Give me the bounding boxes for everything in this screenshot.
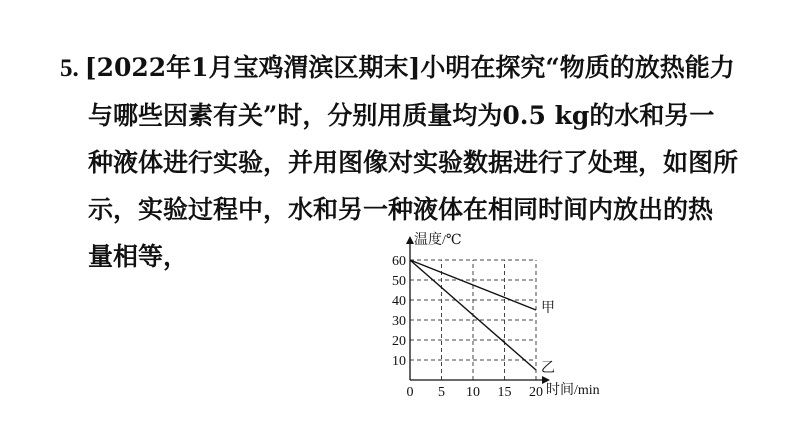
x-tick-label: 10 — [466, 385, 480, 400]
x-axis-label: 时间/min — [546, 383, 600, 398]
temperature-time-chart — [360, 228, 620, 408]
problem-line-2: 与哪些因素有关”时，分别用质量均为0.5 kg的水和另一 — [88, 101, 715, 130]
chart-series — [410, 260, 555, 376]
problem-line-3: 种液体进行实验，并用图像对实验数据进行了处理，如图所 — [88, 148, 739, 177]
chart-grid — [410, 260, 536, 380]
y-tick-label: 10 — [392, 354, 406, 369]
y-tick-label: 60 — [392, 254, 406, 269]
y-axis-label: 温度/℃ — [414, 233, 462, 248]
y-axis-arrow — [406, 236, 414, 244]
series-label-0: 甲 — [541, 301, 555, 316]
series-line-1 — [410, 260, 536, 370]
x-tick-label: 20 — [529, 385, 543, 400]
x-tick-label: 15 — [497, 385, 512, 400]
y-tick-label: 40 — [392, 294, 406, 309]
y-tick-label: 30 — [392, 314, 406, 329]
x-tick-label: 0 — [406, 385, 414, 400]
y-tick-label: 20 — [392, 334, 406, 349]
chart-ticks — [392, 254, 543, 400]
x-tick-label: 5 — [438, 385, 445, 400]
problem-number: 5. — [60, 55, 79, 82]
chart-svg — [360, 228, 620, 408]
problem-line-4: 示，实验过程中，水和另一种液体在相同时间内放出的热 — [88, 195, 714, 224]
problem-line-1: 5. [2022年1月宝鸡渭滨区期末]小明在探究“物质的放热能力 — [60, 53, 735, 82]
series-label-1: 乙 — [541, 361, 555, 376]
y-tick-label: 50 — [392, 274, 406, 289]
problem-line-5: 量相等， — [88, 242, 189, 271]
chart-axes — [406, 236, 550, 384]
